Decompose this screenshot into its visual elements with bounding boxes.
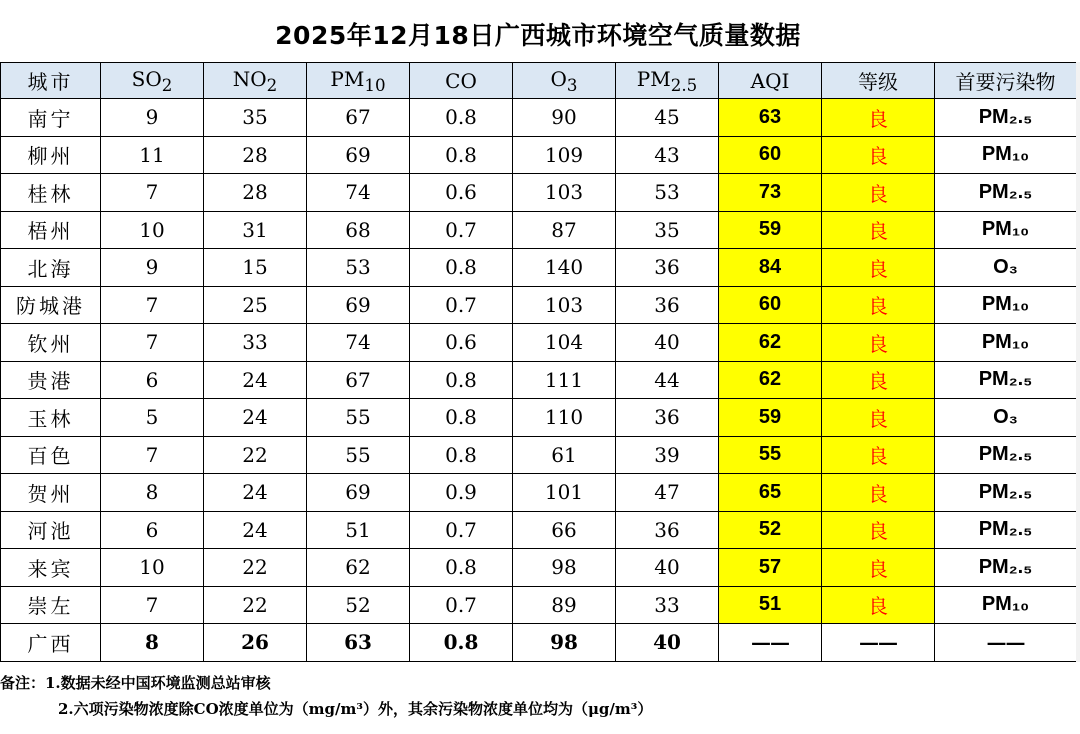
cell-co: 0.6 [410, 324, 513, 362]
cell-city: 柳州 [1, 136, 101, 174]
cell-grade: 良 [822, 586, 935, 624]
cell-pm25: 33 [616, 586, 719, 624]
footnote-2: 2.六项污染物浓度除CO浓度单位为（mg/m³）外，其余污染物浓度单位均为（μg/m³） [58, 700, 653, 718]
cell-city: 来宾 [1, 549, 101, 587]
cell-no2: 24 [204, 474, 307, 512]
cell-primary-pollutant: PM₂.₅ [935, 511, 1077, 549]
cell-aqi: 60 [719, 286, 822, 324]
cell-pm10: 67 [307, 99, 410, 137]
table-header-row [1, 63, 1077, 99]
cell-primary-pollutant: PM₂.₅ [935, 99, 1077, 137]
cell-city: 梧州 [1, 211, 101, 249]
cell-co: 0.8 [410, 249, 513, 287]
cell-o3: 89 [513, 586, 616, 624]
total-cell-so2: 8 [101, 624, 204, 662]
cell-o3: 87 [513, 211, 616, 249]
total-cell-no2: 26 [204, 624, 307, 662]
footnote-1: 备注：1.数据未经中国环境监测总站审核 [0, 674, 271, 692]
cell-pm25: 44 [616, 361, 719, 399]
cell-so2: 11 [101, 136, 204, 174]
cell-pm25: 40 [616, 549, 719, 587]
cell-aqi: 55 [719, 436, 822, 474]
cell-primary-pollutant: O₃ [935, 399, 1077, 437]
air-quality-table [0, 62, 1077, 662]
cell-grade: 良 [822, 99, 935, 137]
table-row [1, 324, 1077, 362]
cell-co: 0.6 [410, 174, 513, 212]
total-cell-co: 0.8 [410, 624, 513, 662]
cell-no2: 28 [204, 174, 307, 212]
cell-no2: 15 [204, 249, 307, 287]
cell-pm10: 62 [307, 549, 410, 587]
cell-pm10: 69 [307, 474, 410, 512]
cell-grade: 良 [822, 361, 935, 399]
cell-grade: 良 [822, 436, 935, 474]
cell-city: 钦州 [1, 324, 101, 362]
cell-primary-pollutant: PM₁₀ [935, 136, 1077, 174]
cell-no2: 35 [204, 99, 307, 137]
cell-city: 百色 [1, 436, 101, 474]
cell-co: 0.7 [410, 586, 513, 624]
cell-grade: 良 [822, 286, 935, 324]
cell-aqi: 57 [719, 549, 822, 587]
header-co: CO [410, 63, 513, 99]
cell-co: 0.7 [410, 286, 513, 324]
cell-city: 北海 [1, 249, 101, 287]
cell-primary-pollutant: PM₂.₅ [935, 174, 1077, 212]
cell-primary-pollutant: PM₂.₅ [935, 361, 1077, 399]
cell-grade: 良 [822, 399, 935, 437]
cell-primary-pollutant: PM₁₀ [935, 586, 1077, 624]
cell-o3: 109 [513, 136, 616, 174]
cell-pm10: 55 [307, 436, 410, 474]
cell-so2: 7 [101, 286, 204, 324]
header-o3: $O_3$ [513, 63, 616, 99]
cell-pm10: 68 [307, 211, 410, 249]
cell-city: 玉林 [1, 399, 101, 437]
cell-pm25: 36 [616, 286, 719, 324]
cell-so2: 10 [101, 549, 204, 587]
cell-no2: 22 [204, 586, 307, 624]
cell-so2: 9 [101, 99, 204, 137]
table-row [1, 286, 1077, 324]
header-city: 城市 [1, 63, 101, 99]
cell-o3: 103 [513, 286, 616, 324]
cell-o3: 101 [513, 474, 616, 512]
cell-aqi: 52 [719, 511, 822, 549]
total-cell-pm25: 40 [616, 624, 719, 662]
cell-co: 0.9 [410, 474, 513, 512]
table-row [1, 399, 1077, 437]
header-so2: $SO_2$ [101, 63, 204, 99]
cell-so2: 8 [101, 474, 204, 512]
cell-pm25: 36 [616, 399, 719, 437]
table-row [1, 586, 1077, 624]
footnotes [0, 670, 1076, 722]
cell-aqi: 63 [719, 99, 822, 137]
cell-pm10: 69 [307, 286, 410, 324]
table-row [1, 174, 1077, 212]
table-row [1, 474, 1077, 512]
total-cell-aqi: —— [719, 624, 822, 662]
cell-pm10: 69 [307, 136, 410, 174]
cell-so2: 5 [101, 399, 204, 437]
cell-primary-pollutant: PM₂.₅ [935, 549, 1077, 587]
cell-o3: 61 [513, 436, 616, 474]
header-pm10: $PM_{10}$ [307, 63, 410, 99]
cell-so2: 7 [101, 436, 204, 474]
cell-primary-pollutant: PM₂.₅ [935, 474, 1077, 512]
header-grade: 等级 [822, 63, 935, 99]
cell-pm25: 35 [616, 211, 719, 249]
cell-o3: 90 [513, 99, 616, 137]
cell-aqi: 62 [719, 324, 822, 362]
header-aqi: AQI [719, 63, 822, 99]
cell-primary-pollutant: PM₁₀ [935, 211, 1077, 249]
cell-so2: 9 [101, 249, 204, 287]
cell-so2: 7 [101, 586, 204, 624]
cell-o3: 98 [513, 549, 616, 587]
cell-primary-pollutant: O₃ [935, 249, 1077, 287]
window-edge [1076, 62, 1080, 662]
cell-aqi: 62 [719, 361, 822, 399]
cell-grade: 良 [822, 249, 935, 287]
table-row [1, 99, 1077, 137]
cell-grade: 良 [822, 174, 935, 212]
cell-grade: 良 [822, 474, 935, 512]
cell-no2: 24 [204, 511, 307, 549]
total-cell-pm10: 63 [307, 624, 410, 662]
header-no2: $NO_2$ [204, 63, 307, 99]
cell-pm25: 43 [616, 136, 719, 174]
cell-primary-pollutant: PM₁₀ [935, 286, 1077, 324]
cell-pm25: 39 [616, 436, 719, 474]
table-row [1, 249, 1077, 287]
cell-co: 0.8 [410, 399, 513, 437]
cell-o3: 111 [513, 361, 616, 399]
table-total-row [1, 624, 1077, 662]
cell-pm10: 51 [307, 511, 410, 549]
header-pm25: $PM_{2.5}$ [616, 63, 719, 99]
cell-pm25: 40 [616, 324, 719, 362]
table-row [1, 211, 1077, 249]
table-row [1, 511, 1077, 549]
cell-co: 0.7 [410, 211, 513, 249]
total-cell-city: 广西 [1, 624, 101, 662]
cell-no2: 28 [204, 136, 307, 174]
cell-no2: 24 [204, 399, 307, 437]
cell-city: 桂林 [1, 174, 101, 212]
cell-so2: 10 [101, 211, 204, 249]
table-row [1, 436, 1077, 474]
cell-pm10: 53 [307, 249, 410, 287]
cell-city: 防城港 [1, 286, 101, 324]
cell-grade: 良 [822, 511, 935, 549]
cell-co: 0.8 [410, 99, 513, 137]
cell-o3: 104 [513, 324, 616, 362]
cell-no2: 31 [204, 211, 307, 249]
header-primary-pollutant: 首要污染物 [935, 63, 1077, 99]
cell-pm25: 45 [616, 99, 719, 137]
cell-aqi: 51 [719, 586, 822, 624]
cell-aqi: 84 [719, 249, 822, 287]
cell-aqi: 60 [719, 136, 822, 174]
cell-o3: 110 [513, 399, 616, 437]
cell-city: 崇左 [1, 586, 101, 624]
cell-no2: 24 [204, 361, 307, 399]
cell-pm10: 67 [307, 361, 410, 399]
cell-pm25: 53 [616, 174, 719, 212]
cell-co: 0.7 [410, 511, 513, 549]
cell-pm10: 74 [307, 174, 410, 212]
cell-so2: 7 [101, 324, 204, 362]
cell-pm25: 47 [616, 474, 719, 512]
cell-pm10: 55 [307, 399, 410, 437]
cell-grade: 良 [822, 324, 935, 362]
page-title: 2025年12月18日广西城市环境空气质量数据 [275, 21, 801, 50]
cell-co: 0.8 [410, 136, 513, 174]
cell-aqi: 59 [719, 211, 822, 249]
total-cell-o3: 98 [513, 624, 616, 662]
cell-no2: 22 [204, 549, 307, 587]
cell-o3: 66 [513, 511, 616, 549]
cell-pm10: 74 [307, 324, 410, 362]
total-cell-grade: —— [822, 624, 935, 662]
cell-so2: 7 [101, 174, 204, 212]
cell-no2: 22 [204, 436, 307, 474]
cell-co: 0.8 [410, 361, 513, 399]
cell-o3: 140 [513, 249, 616, 287]
table-row [1, 549, 1077, 587]
table-row [1, 136, 1077, 174]
cell-no2: 25 [204, 286, 307, 324]
cell-grade: 良 [822, 549, 935, 587]
cell-city: 南宁 [1, 99, 101, 137]
cell-so2: 6 [101, 511, 204, 549]
cell-primary-pollutant: PM₁₀ [935, 324, 1077, 362]
cell-co: 0.8 [410, 549, 513, 587]
cell-so2: 6 [101, 361, 204, 399]
cell-primary-pollutant: PM₂.₅ [935, 436, 1077, 474]
cell-aqi: 73 [719, 174, 822, 212]
cell-pm25: 36 [616, 249, 719, 287]
total-cell-primary-pollutant: —— [935, 624, 1077, 662]
cell-city: 河池 [1, 511, 101, 549]
cell-grade: 良 [822, 211, 935, 249]
cell-o3: 103 [513, 174, 616, 212]
cell-pm25: 36 [616, 511, 719, 549]
cell-aqi: 59 [719, 399, 822, 437]
cell-aqi: 65 [719, 474, 822, 512]
cell-city: 贺州 [1, 474, 101, 512]
cell-co: 0.8 [410, 436, 513, 474]
table-row [1, 361, 1077, 399]
cell-pm10: 52 [307, 586, 410, 624]
cell-city: 贵港 [1, 361, 101, 399]
cell-no2: 33 [204, 324, 307, 362]
cell-grade: 良 [822, 136, 935, 174]
